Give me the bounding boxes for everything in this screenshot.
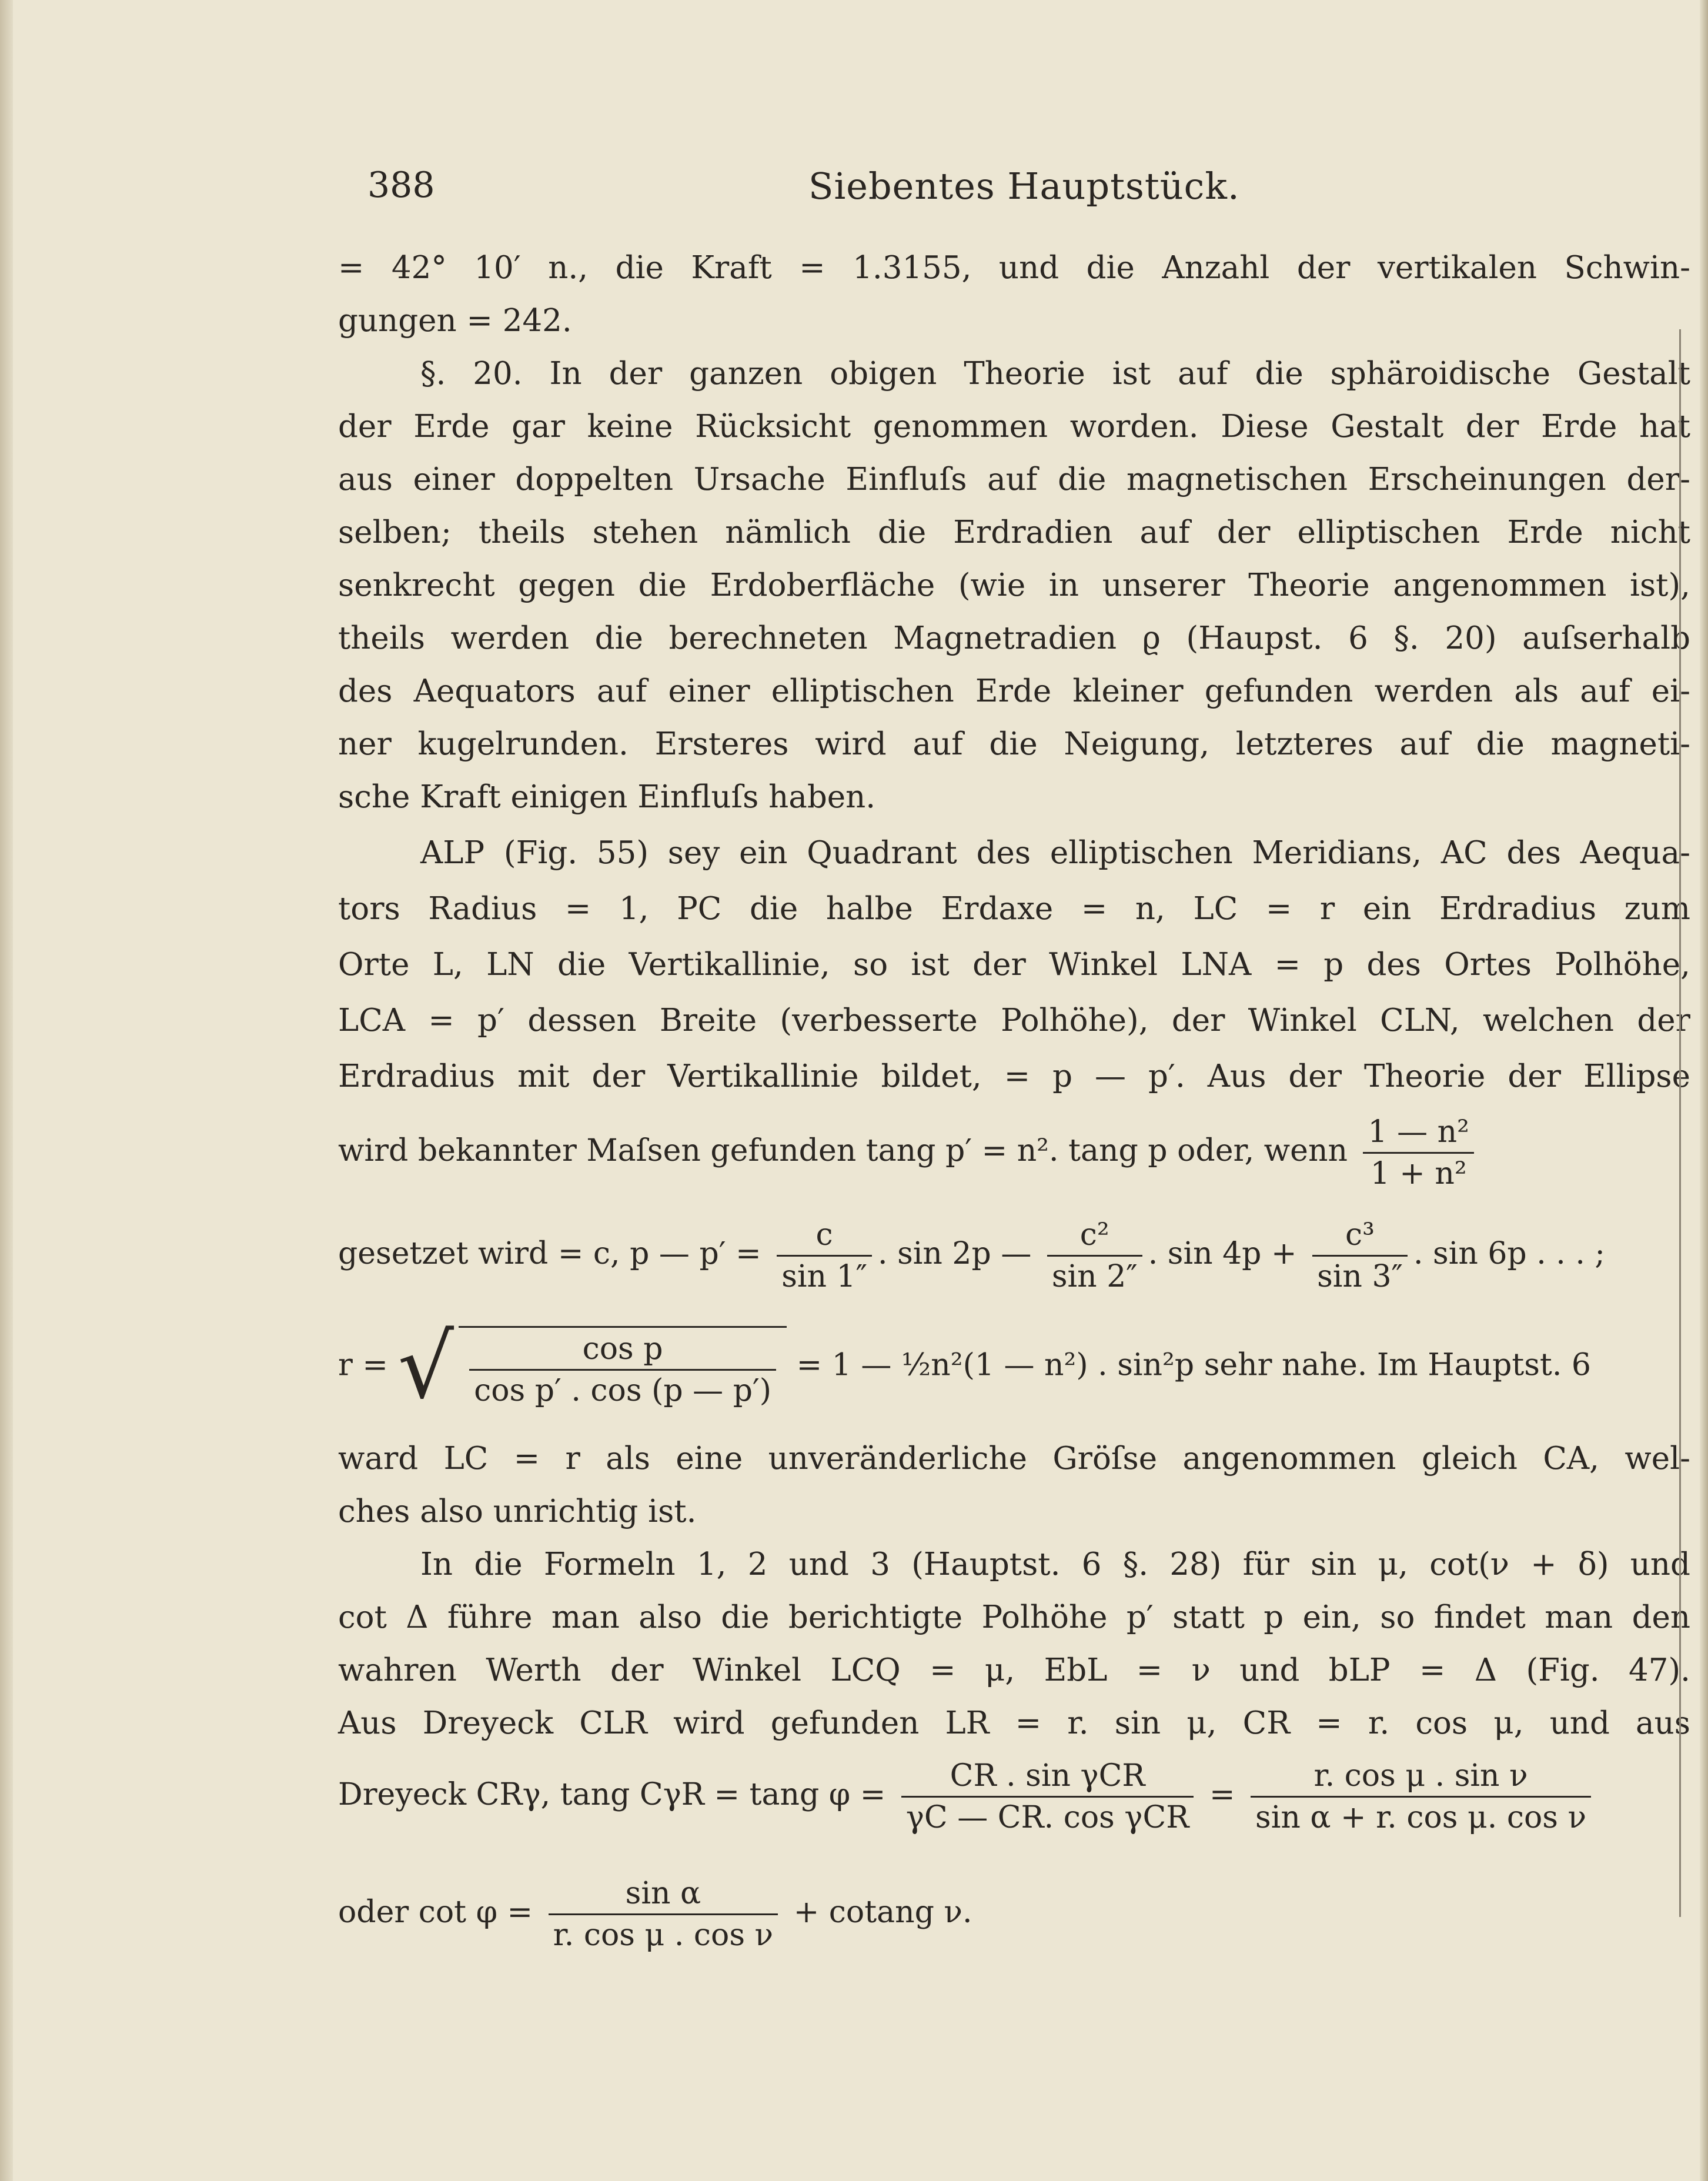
denominator: cos p′ . cos (p — p′)	[474, 1373, 772, 1408]
text-line: Aus Dreyeck CLR wird gefunden LR = r. sin μ, CR = r. cos μ, und aus	[338, 1705, 1690, 1741]
formula-cot	[338, 1876, 972, 1953]
text-line: sche Kraft einigen Einfluſs haben.	[338, 779, 876, 815]
text-line: senkrecht gegen die Erdoberfläche (wie in unserer Theorie angenommen ist),	[338, 567, 1690, 603]
text-line: LCA = p′ dessen Breite (verbesserte Polhöhe), der Winkel CLN, welchen der	[338, 1003, 1690, 1038]
radical-sign: √	[397, 1316, 454, 1418]
text-line: tors Radius = 1, PC die halbe Erdaxe = n, LC = r ein Erdradius zum	[338, 891, 1690, 927]
formula-text: + cotang ν.	[793, 1895, 972, 1930]
formula-text: wird bekannter Maſsen gefunden tang p′ = n². tang p oder, wenn	[338, 1133, 1348, 1168]
text-line: ches also unrichtig ist.	[338, 1494, 697, 1529]
page-number: 388	[367, 165, 435, 206]
fraction	[469, 1331, 776, 1408]
text-line: ner kugelrunden. Ersteres wird auf die Neigung, letzteres auf die magneti-	[338, 726, 1690, 762]
fraction	[1312, 1217, 1408, 1294]
running-head: Siebentes Hauptstück.	[808, 165, 1240, 208]
numerator: c	[777, 1217, 872, 1257]
fraction	[1047, 1217, 1142, 1294]
formula-text: . sin 2p —	[878, 1236, 1032, 1271]
formula-text: oder cot φ =	[338, 1895, 533, 1930]
book-page	[338, 159, 1690, 2146]
formula-text: . sin 6p . . . ;	[1413, 1236, 1605, 1271]
denominator: sin 2″	[1051, 1259, 1138, 1294]
text-line: ALP (Fig. 55) sey ein Quadrant des elliptischen Meridians, AC des Aequa-	[420, 835, 1690, 871]
formula-tang	[338, 1114, 1480, 1191]
text-line: gungen = 242.	[338, 303, 572, 339]
numerator: cos p	[469, 1331, 776, 1371]
numerator: 1 — n²	[1363, 1114, 1473, 1154]
numerator: sin α	[549, 1876, 778, 1915]
text-line: wahren Werth der Winkel LCQ = μ, EbL = ν und bLP = Δ (Fig. 47).	[338, 1652, 1690, 1688]
formula-text: =	[1209, 1777, 1235, 1812]
denominator: γC — CR. cos γCR	[905, 1800, 1189, 1835]
text-line: cot Δ führe man also die berichtigte Polhöhe p′ statt p ein, so findet man den	[338, 1599, 1690, 1635]
square-root	[459, 1326, 787, 1408]
text-line: aus einer doppelten Ursache Einfluſs auf die magnetischen Erscheinungen der-	[338, 462, 1690, 497]
denominator: r. cos μ . cos ν	[553, 1918, 774, 1953]
denominator: sin 3″	[1317, 1259, 1403, 1294]
page-edge-right	[1700, 0, 1708, 2181]
formula-text: . sin 4p +	[1148, 1236, 1297, 1271]
numerator: CR . sin γCR	[901, 1758, 1194, 1798]
formula-triangle	[338, 1758, 1597, 1835]
text-line: Orte L, LN die Vertikallinie, so ist der Winkel LNA = p des Ortes Polhöhe,	[338, 947, 1690, 983]
formula-text: = 1 — ½n²(1 — n²) . sin²p sehr nahe. Im Hauptst. 6	[796, 1347, 1591, 1383]
fraction	[1363, 1114, 1473, 1191]
text-line: der Erde gar keine Rücksicht genommen worden. Diese Gestalt der Erde hat	[338, 409, 1690, 445]
denominator: sin α + r. cos μ. cos ν	[1255, 1800, 1587, 1835]
text-line: §. 20. In der ganzen obigen Theorie ist auf die sphäroidische Gestalt	[420, 356, 1690, 392]
formula-text: Dreyeck CRγ, tang CγR = tang φ =	[338, 1777, 886, 1812]
fraction	[777, 1217, 872, 1294]
numerator: r. cos μ . sin ν	[1251, 1758, 1591, 1798]
text-line: = 42° 10′ n., die Kraft = 1.3155, und die Anzahl der vertikalen Schwin-	[338, 250, 1690, 286]
fraction	[549, 1876, 778, 1953]
numerator: c²	[1047, 1217, 1142, 1257]
denominator: sin 1″	[781, 1259, 868, 1294]
binding-edge	[1679, 329, 1699, 1917]
formula-radius	[338, 1316, 1591, 1418]
page-edge-left	[0, 0, 13, 2181]
page-header	[338, 159, 1690, 218]
text-line: theils werden die berechneten Magnetradien ϱ (Haupst. 6 §. 20) auſserhalb	[338, 620, 1690, 656]
text-line: des Aequators auf einer elliptischen Erde kleiner gefunden werden als auf ei-	[338, 673, 1690, 709]
numerator: c³	[1312, 1217, 1408, 1257]
denominator: 1 + n²	[1370, 1156, 1467, 1191]
formula-text: gesetzet wird = c, p — p′ =	[338, 1236, 761, 1271]
fraction	[1251, 1758, 1591, 1835]
formula-series	[338, 1217, 1605, 1294]
text-line: In die Formeln 1, 2 und 3 (Hauptst. 6 §. 28) für sin μ, cot(ν + δ) und	[420, 1547, 1690, 1582]
text-line: ward LC = r als eine unveränderliche Gröſse angenommen gleich CA, wel-	[338, 1441, 1690, 1477]
fraction	[901, 1758, 1194, 1835]
formula-text: r =	[338, 1347, 388, 1383]
text-line: Erdradius mit der Vertikallinie bildet, = p — p′. Aus der Theorie der Ellipse	[338, 1058, 1690, 1094]
text-line: selben; theils stehen nämlich die Erdradien auf der elliptischen Erde nicht	[338, 515, 1690, 550]
